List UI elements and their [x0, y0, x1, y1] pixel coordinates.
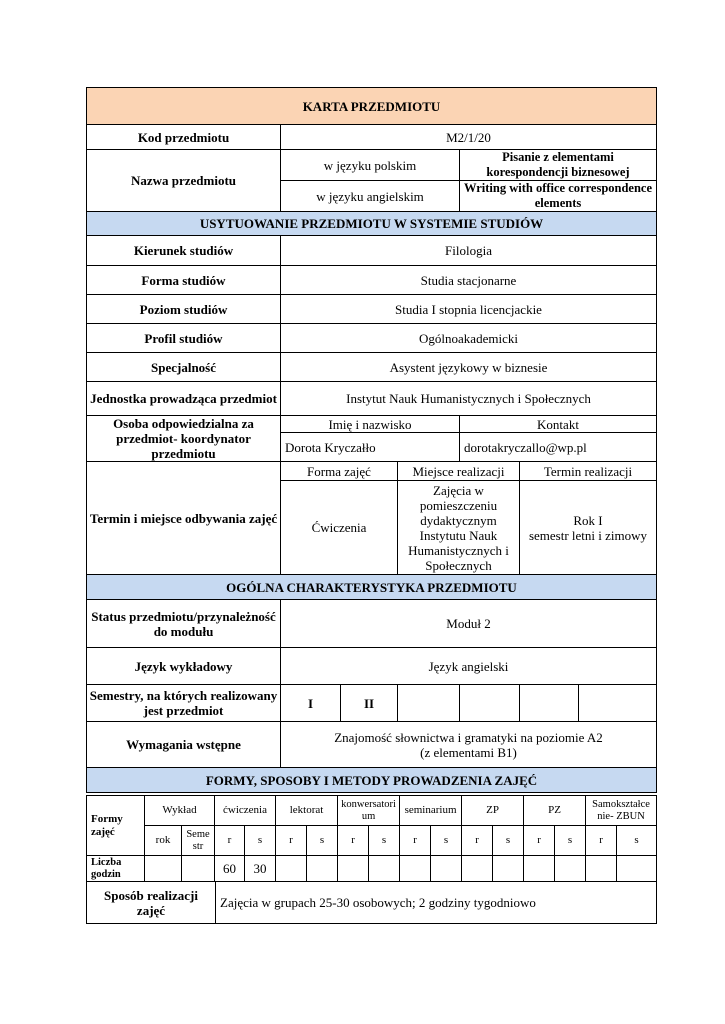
- section-forms-header: FORMY, SPOSOBY I METODY PROWADZENIA ZAJĘĆ: [87, 768, 657, 793]
- hours-cell: [524, 856, 555, 882]
- s-subheader: s: [617, 826, 657, 856]
- status-label: Status przedmiotu/przynależność do modułu: [87, 600, 281, 648]
- s-subheader: s: [493, 826, 524, 856]
- location-header: Miejsce realizacji: [398, 462, 520, 481]
- hours-cell: [182, 856, 215, 882]
- semester-2: II: [341, 685, 398, 722]
- semester-empty: [520, 685, 579, 722]
- semester-subheader: Seme str: [182, 826, 215, 856]
- realization-value: Zajęcia w grupach 25-30 osobowych; 2 godziny tygodniowo: [216, 882, 657, 924]
- prerequisites-line-1: Znajomość słownictwa i gramatyki na poziomie A2: [334, 729, 603, 745]
- pz-header: PZ: [524, 796, 586, 826]
- hours-cell: [400, 856, 431, 882]
- hours-label: Liczba godzin: [87, 856, 145, 882]
- study-form-label: Forma studiów: [87, 266, 281, 295]
- s-subheader: s: [369, 826, 400, 856]
- lectorate-header: lektorat: [276, 796, 338, 826]
- semesters-label: Semestry, na których realizowany jest przedmiot: [87, 685, 281, 722]
- class-form-value: Ćwiczenia: [281, 481, 398, 575]
- exercises-r-hours: 60: [215, 856, 245, 882]
- hours-cell: [145, 856, 182, 882]
- course-card-table: [86, 87, 657, 793]
- english-name-label: w języku angielskim: [281, 181, 460, 212]
- prerequisites-line-2: (z elementami B1): [420, 744, 517, 760]
- unit-value: Instytut Nauk Humanistycznych i Społecznych: [281, 382, 657, 416]
- s-subheader: s: [307, 826, 338, 856]
- coordinator-contact-header: Kontakt: [460, 416, 657, 433]
- realization-table: [86, 881, 657, 924]
- exercises-header: ćwiczenia: [215, 796, 276, 826]
- coordinator-name: Dorota Kryczałło: [281, 433, 460, 462]
- prerequisites-value: [281, 722, 657, 768]
- prerequisites-label: Wymagania wstępne: [87, 722, 281, 768]
- schedule-label: Termin i miejsce odbywania zajęć: [87, 462, 281, 575]
- field-value: Filologia: [281, 236, 657, 266]
- unit-label: Jednostka prowadząca przedmiot: [87, 382, 281, 416]
- s-subheader: s: [431, 826, 462, 856]
- term-year: Rok I: [573, 512, 603, 528]
- hours-cell: [431, 856, 462, 882]
- hours-cell: [462, 856, 493, 882]
- coordinator-name-header: Imię i nazwisko: [281, 416, 460, 433]
- study-level-value: Studia I stopnia licencjackie: [281, 295, 657, 324]
- polish-name-label: w języku polskim: [281, 150, 460, 181]
- semester-empty: [579, 685, 657, 722]
- seminar-header: seminarium: [400, 796, 462, 826]
- term-value: [520, 481, 657, 575]
- class-form-header: Forma zajęć: [281, 462, 398, 481]
- course-code-label: Kod przedmiotu: [87, 125, 281, 150]
- forms-table: [86, 795, 657, 882]
- hours-cell: [493, 856, 524, 882]
- r-subheader: r: [276, 826, 307, 856]
- polish-name-value: Pisanie z elementami korespondencji biznesowej: [460, 150, 657, 181]
- lecture-header: Wykład: [145, 796, 215, 826]
- term-header: Termin realizacji: [520, 462, 657, 481]
- realization-label: Sposób realizacji zajęć: [87, 882, 216, 924]
- coordinator-label: Osoba odpowiedzialna za przedmiot- koordynator przedmiotu: [87, 416, 281, 462]
- hours-cell: [617, 856, 657, 882]
- r-subheader: r: [462, 826, 493, 856]
- study-profile-label: Profil studiów: [87, 324, 281, 353]
- location-value: Zajęcia w pomieszczeniu dydaktycznym Instytutu Nauk Humanistycznych i Społecznych: [398, 481, 520, 575]
- semester-empty: [398, 685, 460, 722]
- self-study-header: Samokształce nie- ZBUN: [586, 796, 657, 826]
- forms-label: Formy zajęć: [87, 796, 145, 856]
- r-subheader: r: [338, 826, 369, 856]
- study-form-value: Studia stacjonarne: [281, 266, 657, 295]
- course-name-label: Nazwa przedmiotu: [87, 150, 281, 212]
- hours-cell: [307, 856, 338, 882]
- semester-1: I: [281, 685, 341, 722]
- hours-cell: [555, 856, 586, 882]
- r-subheader: r: [524, 826, 555, 856]
- exercises-s-hours: 30: [245, 856, 276, 882]
- language-label: Język wykładowy: [87, 648, 281, 685]
- specialty-label: Specjalność: [87, 353, 281, 382]
- status-value: Moduł 2: [281, 600, 657, 648]
- english-name-value: Writing with office correspondence elements: [460, 181, 657, 212]
- r-subheader: r: [400, 826, 431, 856]
- hours-cell: [586, 856, 617, 882]
- field-label: Kierunek studiów: [87, 236, 281, 266]
- card-title: KARTA PRZEDMIOTU: [87, 88, 657, 125]
- semester-empty: [460, 685, 520, 722]
- r-subheader: r: [586, 826, 617, 856]
- year-subheader: rok: [145, 826, 182, 856]
- s-subheader: s: [245, 826, 276, 856]
- study-level-label: Poziom studiów: [87, 295, 281, 324]
- language-value: Język angielski: [281, 648, 657, 685]
- r-subheader: r: [215, 826, 245, 856]
- study-profile-value: Ogólnoakademicki: [281, 324, 657, 353]
- section-general-header: OGÓLNA CHARAKTERYSTYKA PRZEDMIOTU: [87, 575, 657, 600]
- course-code-value: M2/1/20: [281, 125, 657, 150]
- hours-cell: [338, 856, 369, 882]
- specialty-value: Asystent językowy w biznesie: [281, 353, 657, 382]
- term-semester: semestr letni i zimowy: [528, 527, 648, 543]
- conversatorium-header: konwersatori um: [338, 796, 400, 826]
- zp-header: ZP: [462, 796, 524, 826]
- coordinator-contact[interactable]: dorotakryczallo@wp.pl: [460, 433, 657, 462]
- hours-cell: [276, 856, 307, 882]
- s-subheader: s: [555, 826, 586, 856]
- hours-cell: [369, 856, 400, 882]
- section-placement-header: USYTUOWANIE PRZEDMIOTU W SYSTEMIE STUDIÓW: [87, 212, 657, 236]
